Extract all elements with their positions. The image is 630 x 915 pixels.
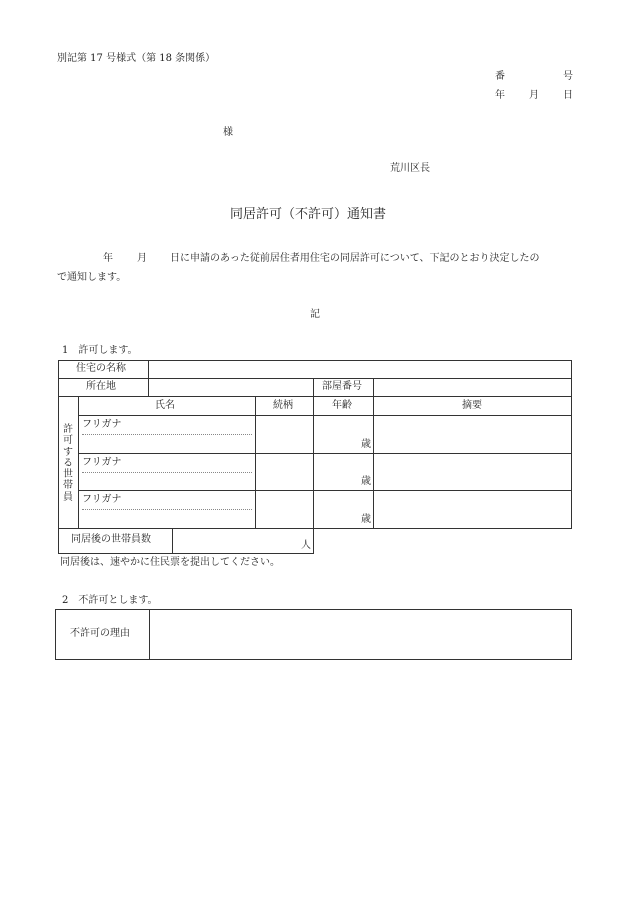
document-title: 同居許可（不許可）通知書 [230,207,387,222]
body-line-1: 日に申請のあった従前居住者用住宅の同居許可について、下記のとおり決定したの [170,253,540,264]
section1-note: 同居後は、速やかに住民票を提出してください。 [60,557,280,568]
relation-header: 続柄 [273,400,293,411]
household-vertical-label: 許可する世帯員 [63,424,73,503]
sender: 荒川区長 [390,163,430,174]
room-number-label: 部屋番号 [322,381,362,392]
furigana-label: フリガナ [82,494,122,505]
number-label-go: 号 [563,71,573,82]
house-name-label: 住宅の名称 [76,363,126,374]
ki-label: 記 [310,309,320,320]
furigana-label: フリガナ [82,419,122,430]
recipient-suffix: 様 [223,127,233,138]
age-header: 年齢 [332,400,352,411]
rejection-reason-label: 不許可の理由 [70,628,130,639]
location-label: 所在地 [86,381,116,392]
count-unit: 人 [301,540,311,551]
number-label-ban: 番 [495,71,505,82]
name-header: 氏名 [155,400,175,411]
date-label-day: 日 [563,90,573,101]
form-number: 別記第 17 号様式（第 18 条関係） [57,53,216,64]
section1-heading: 1 許可します。 [62,345,138,356]
age-unit: 歳 [361,476,371,487]
furigana-label: フリガナ [82,457,122,468]
body-line-2: で通知します。 [57,272,127,283]
age-unit: 歳 [361,514,371,525]
body-year: 年 [103,253,113,264]
body-month: 月 [137,253,147,264]
date-label-month: 月 [529,90,539,101]
summary-header: 摘要 [462,400,482,411]
count-after-label: 同居後の世帯員数 [71,534,151,545]
age-unit: 歳 [361,439,371,450]
date-label-year: 年 [495,90,505,101]
section2-heading: 2 不許可とします。 [62,595,158,606]
